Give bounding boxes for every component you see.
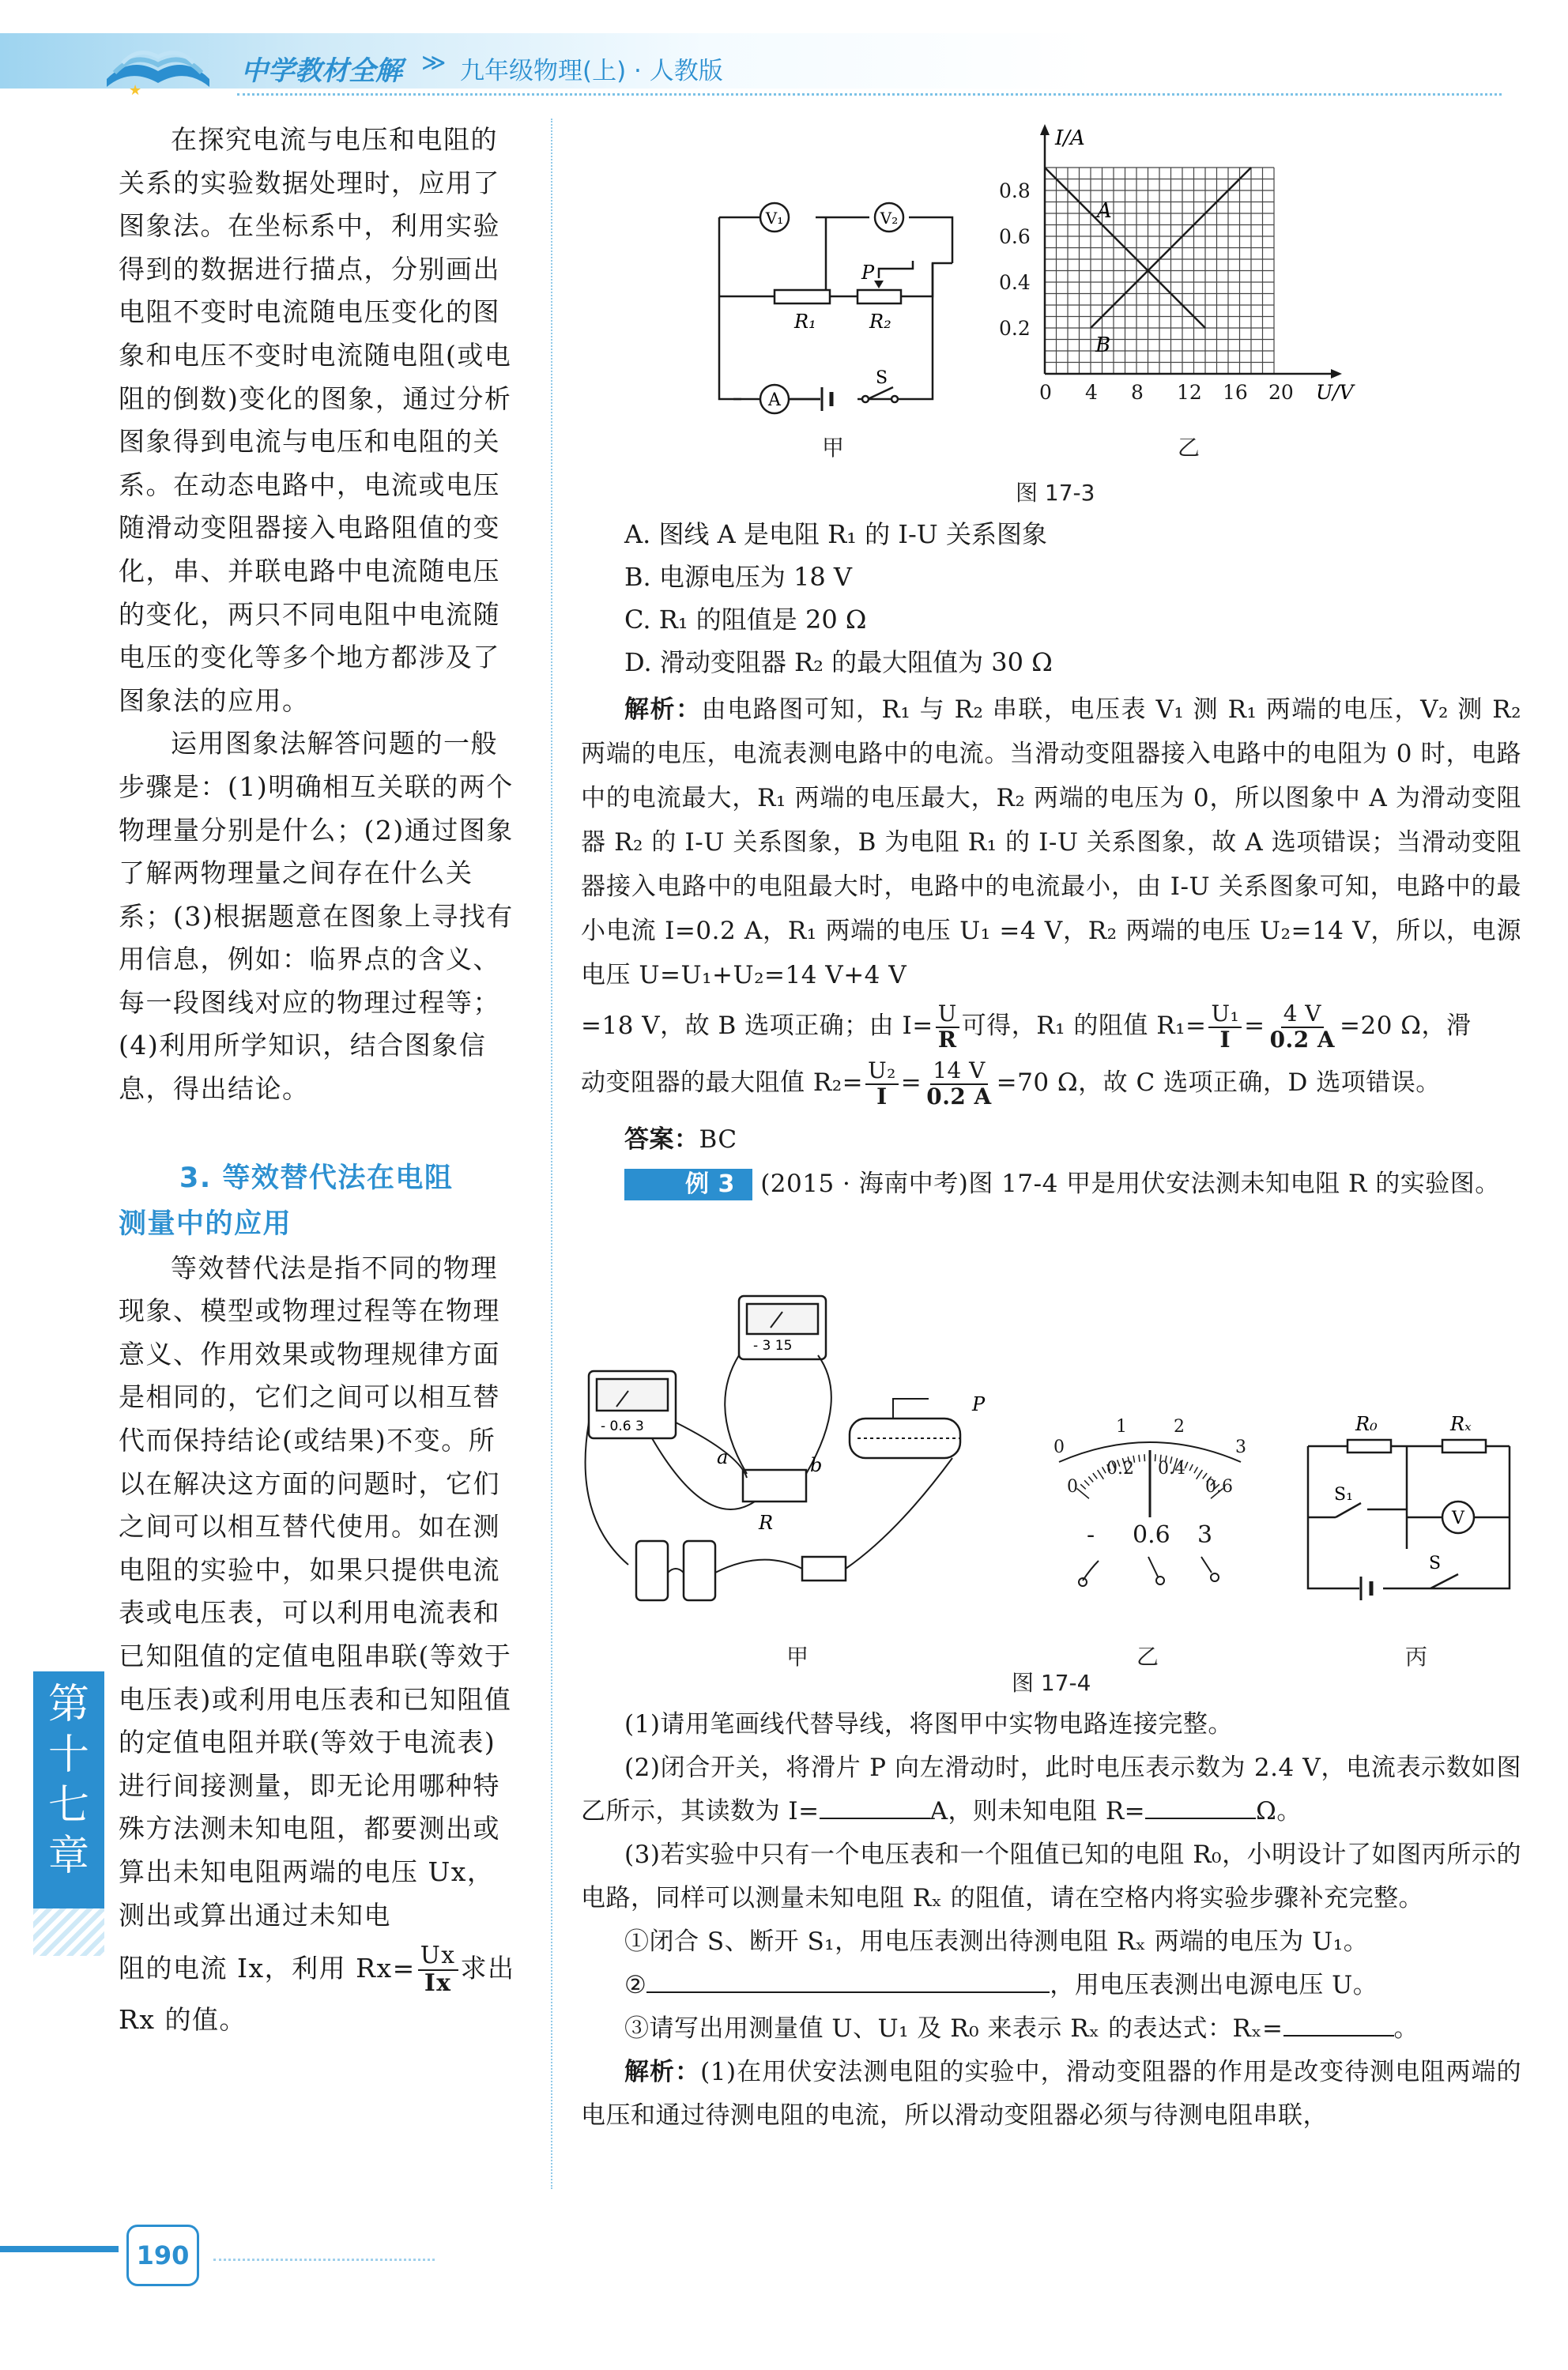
- x-axis-label: U/V: [1316, 381, 1354, 404]
- dial-tick: [1093, 1473, 1097, 1479]
- dial-tick: [1155, 1454, 1156, 1461]
- fig-17-3-circuit: [695, 182, 964, 419]
- dial-tick: [1077, 1489, 1089, 1499]
- method-paragraph-1: 在探究电流与电压和电阻的关系的实验数据处理时，应用了图象法。在坐标系中，利用实验得到的数据进行描点，分别画出电阻不变时电流随电压变化的图象和电压不变时电流随电阻(或电阻的倒数)变化的图象，通过分析图象得到电流与电压和电阻的关系。在动态电路中，电流或电压随滑动变阻器接入电路阻值的变化，串、并联电路中电流随电压的变化，两只不同电阻中电流随电压的变化等多个地方都涉及了图象法的应用。: [119, 124, 512, 716]
- terminal-b-label: b: [810, 1454, 823, 1476]
- blank-expression[interactable]: [1283, 2008, 1394, 2037]
- sol-text-2a: =18 V，故 B 选项正确；由 I=: [581, 1012, 933, 1040]
- solution-1-label: 解析：: [624, 695, 702, 724]
- fig-17-4-cap-c: 丙: [1405, 1644, 1428, 1670]
- section-title-line-2: 测量中的应用: [119, 1208, 292, 1240]
- sol-text-2d: =20 Ω，滑: [1340, 1012, 1472, 1040]
- dial-top-2: 2: [1174, 1417, 1185, 1437]
- frac-den: I: [876, 1083, 888, 1110]
- meter-v2-label: V₂: [880, 209, 899, 228]
- fig-17-4-caption: 图 17-4: [1012, 1670, 1091, 1696]
- frac-u-r: [936, 1002, 959, 1052]
- rx-resistor: [1442, 1440, 1486, 1453]
- terminal-a-label: a: [717, 1446, 729, 1468]
- frac-num: U₂: [865, 1059, 899, 1085]
- example-3-tag: 例 3: [624, 1169, 752, 1200]
- switch-s-label: S: [876, 368, 888, 388]
- y-tick-label: 0.4: [999, 271, 1031, 294]
- dial-tick: [1189, 1464, 1193, 1471]
- voltmeter-v-label: V: [1452, 1509, 1464, 1528]
- option-a: A. 图线 A 是电阻 R₁ 的 I-U 关系图象: [624, 519, 1047, 549]
- s1-label: S₁: [1334, 1485, 1353, 1505]
- example-3-text: (2015 · 海南中考)图 17-4 甲是用伏安法测未知电阻 R 的实验图。: [760, 1170, 1500, 1198]
- frac-den: 0.2 A: [1269, 1026, 1336, 1053]
- dial-tick: [1139, 1455, 1140, 1462]
- r2-label: R₂: [869, 311, 891, 333]
- formula-line: [119, 1937, 518, 2000]
- substitution-paragraph: 等效替代法是指不同的物理现象、模型或物理过程等在物理意义、作用效果或物理规律方面是相同的，它们之间可以相互替代而保持结论(或结果)不变。所以在解决这方面的问题时，它们之间可以相互替代使用。如在测电阻的实验中，如果只提供电流表或电压表，可以利用电流表和已知阻值的定值电阻串联(等效于电压表)或利用电压表和已知阻值的定值电阻并联(等效于电流表)进行间接测量，即无论用哪种特殊方法测未知电阻，都要测出或算出未知电阻两端的电压 Ux，测出或算出通过未知电: [119, 1252, 512, 1931]
- dial-bottom-1: 0.2: [1106, 1459, 1134, 1479]
- solution-1: [581, 688, 1521, 1206]
- frac-den: R: [937, 1026, 957, 1053]
- book-subtitle: 九年级物理(上) · 人教版: [460, 57, 723, 85]
- solution-1-formula-line-2: [581, 1054, 1521, 1111]
- questions-block: [581, 1703, 1521, 2138]
- y-axis-label: I/A: [1055, 126, 1085, 150]
- q2-text-b: A，则未知电阻 R=: [929, 1797, 1146, 1826]
- solution-2-body: (1)在用伏安法测电阻的实验中，滑动变阻器的作用是改变待测电阻两端的电压和通过待测电阻的电流，所以滑动变阻器必须与待测电阻串联，: [581, 2058, 1521, 2130]
- fig-17-4-ammeter-dial: [1039, 1415, 1261, 1604]
- method-paragraph-2: 运用图象法解答问题的一般步骤是：(1)明确相互关联的两个物理量分别是什么；(2)通过图象了解两物理量之间存在什么关系；(3)根据题意在图象上寻找有用信息，例如：临界点的含义、每一段图线对应的物理过程等；(4)利用所学知识，结合图象信息，得出结论。: [119, 728, 514, 1105]
- frac-num: U₁: [1208, 1002, 1242, 1028]
- dial-top-3: 3: [1235, 1437, 1246, 1457]
- frac-num: 4 V: [1281, 1002, 1324, 1028]
- dial-bottom-2: 0.4: [1158, 1459, 1185, 1479]
- answer-value: BC: [699, 1125, 737, 1154]
- line-b-label: B: [1095, 333, 1111, 357]
- y-tick-label: 0.2: [999, 317, 1031, 340]
- meter-a-label: A: [768, 390, 781, 410]
- fig-17-3-cap-right: 乙: [1178, 435, 1200, 461]
- dial-top-0: 0: [1054, 1437, 1065, 1457]
- dial-tick: [1194, 1467, 1198, 1473]
- fig-17-3-caption: 图 17-3: [1016, 480, 1095, 506]
- frac-num: 14 V: [930, 1059, 988, 1085]
- dial-tick: [1098, 1470, 1104, 1479]
- meter-v1-label: V₁: [765, 209, 784, 228]
- dial-top-1: 1: [1116, 1417, 1127, 1437]
- resistor-r-label: R: [759, 1512, 774, 1534]
- footer-bar: [0, 2246, 119, 2252]
- sol-text-3c: =70 Ω，故 C 选项正确，D 选项错误。: [996, 1068, 1441, 1097]
- formula-text-b: 求出: [460, 1953, 515, 1984]
- book-logo-icon: [99, 24, 217, 99]
- dial-tick: [1084, 1480, 1089, 1486]
- s-label: S: [1429, 1554, 1442, 1573]
- formula-last-line: Rx 的值。: [119, 2004, 247, 2036]
- question-1: (1)请用笔画线代替导线，将图甲中实物电路连接完整。: [624, 1710, 1233, 1739]
- terminal-minus: -: [1087, 1521, 1095, 1549]
- frac-4v: [1268, 1002, 1337, 1052]
- column-divider: [551, 119, 552, 2189]
- frac-u1-i: [1208, 1002, 1242, 1052]
- frac-den: 0.2 A: [926, 1083, 992, 1110]
- sol-text-3b: =: [900, 1068, 922, 1097]
- terminal-3: 3: [1197, 1521, 1213, 1549]
- battery-2: [684, 1541, 715, 1600]
- formula-text-a: 阻的电流 Ix，利用 Rx=: [119, 1953, 416, 1984]
- dial-tick: [1102, 1467, 1106, 1473]
- r0-label: R₀: [1355, 1413, 1378, 1435]
- sol-text-3a: 动变阻器的最大阻值 R₂=: [581, 1068, 864, 1097]
- step-3-end: 。: [1393, 2014, 1419, 2043]
- rheostat-p-label: P: [972, 1393, 986, 1415]
- dial-tick: [1197, 1470, 1203, 1479]
- section-heading: [119, 1155, 518, 1247]
- step-3-text: ③请写出用测量值 U、U₁ 及 R₀ 来表示 Rₓ 的表达式：Rₓ=: [624, 2014, 1283, 2043]
- solution-1-body: 由电路图可知，R₁ 与 R₂ 串联，电压表 V₁ 测 R₁ 两端的电压，V₂ 测 R₂ 两端的电压，电流表测电路中的电流。当滑动变阻器接入电路中的电阻为 0 时，电路中的电流最大，R₁ 两端的电压最大，R₂ 两端的电压为 0，所以图象中 A 为滑动变阻器 R₂ 的 I-U 关系图象，B 为电阻 R₁ 的 I-U 关系图象，故 A 选项错误；当滑动变阻器接入电路中的电阻最大时，电路中的电流最小，由 I-U 关系图象可知，电路中的最小电流 I=0.2 A，R₁ 两端的电压 U₁ =4 V，R₂ 两端的电压 U₂=14 V，所以，电源电压 U=U₁+U₂=14 V+4 V: [581, 695, 1522, 989]
- dial-bottom-3: 0.6: [1205, 1477, 1233, 1497]
- header-dotted-rule: [237, 93, 1502, 96]
- section-title-line-1: 等效替代法在电阻: [222, 1162, 454, 1194]
- x-tick-label: 16: [1223, 381, 1248, 404]
- step-2: [581, 1964, 1521, 2007]
- question-2: [581, 1746, 1521, 1833]
- x-tick-label: 8: [1131, 381, 1144, 404]
- dial-tick: [1088, 1477, 1093, 1483]
- sol-text-2b: 可得，R₁ 的阻值 R₁=: [961, 1012, 1207, 1040]
- fig-17-4-cap-b: 乙: [1136, 1644, 1159, 1670]
- blank-resistance[interactable]: [1145, 1791, 1256, 1819]
- ammeter-scale: - 0.6 3: [601, 1419, 644, 1434]
- question-3: (3)若实验中只有一个电压表和一个阻值已知的电阻 R₀，小明设计了如图丙所示的电路，同样可以测量未知电阻 Rₓ 的阻值，请在空格内将实验步骤补充完整。: [581, 1841, 1521, 1912]
- y-tick-label: 0.8: [999, 179, 1031, 202]
- r0-resistor: [1348, 1440, 1391, 1453]
- answer-line: [581, 1117, 1521, 1162]
- frac-denominator: Ix: [424, 1969, 452, 1998]
- dial-tick: [1144, 1454, 1145, 1461]
- fig-17-4-apparatus: [581, 1280, 1023, 1620]
- option-c: C. R₁ 的阻值是 20 Ω: [624, 605, 867, 635]
- q2-text-a: (2)闭合开关，将滑片 P 向左滑动时，此时电压表示数为 2.4 V，电流表示数如图乙所示，其读数为 I=: [581, 1754, 1521, 1826]
- slider-p-label: P: [861, 262, 875, 284]
- x-tick-label: 20: [1268, 381, 1294, 404]
- left-column: [119, 119, 518, 2040]
- solution-2-label: 解析：: [624, 2058, 701, 2086]
- svg-text:★: ★: [129, 82, 142, 99]
- blank-step-2[interactable]: [646, 1965, 1050, 1993]
- resistor-board: [743, 1470, 806, 1502]
- section-number: 3.: [179, 1162, 212, 1194]
- frac-den: I: [1219, 1026, 1231, 1053]
- dial-bottom-0: 0: [1067, 1477, 1078, 1497]
- example-3-line: [581, 1162, 1521, 1206]
- fig-17-3-cap-left: 甲: [822, 435, 845, 461]
- answer-label: 答案：: [624, 1125, 699, 1154]
- step-1: ①闭合 S、断开 S₁，用电压表测出待测电阻 Rₓ 两端的电压为 U₁。: [624, 1927, 1369, 1956]
- chapter-tab-label: 第十七章: [47, 1681, 89, 1880]
- fraction-ux-ix: [418, 1943, 458, 1996]
- solution-1-text: [581, 688, 1521, 997]
- frac-u2-i: [865, 1059, 899, 1109]
- x-tick-label: 12: [1177, 381, 1202, 404]
- solution-1-formula-line-1: [581, 997, 1521, 1054]
- x-tick-label: 4: [1085, 381, 1098, 404]
- option-b: B. 电源电压为 18 V: [624, 562, 853, 592]
- step-2-text: ，用电压表测出电源电压 U。: [1050, 1971, 1378, 1999]
- q2-text-c: Ω。: [1256, 1797, 1302, 1826]
- switch-box: [802, 1557, 846, 1581]
- footer-dotted-rule: [213, 2259, 435, 2261]
- frac-num: U: [936, 1002, 959, 1028]
- sol-text-2c: =: [1244, 1012, 1265, 1040]
- page-header: [0, 0, 1568, 119]
- fig-17-4-circuit: [1296, 1407, 1533, 1612]
- dial-tick: [1080, 1484, 1086, 1489]
- fig-17-3-graph: [988, 122, 1354, 415]
- frac-14v: [924, 1059, 993, 1109]
- line-a-label: A: [1097, 199, 1112, 223]
- r1-label: R₁: [794, 311, 816, 333]
- header-band: [0, 33, 1568, 89]
- fig-17-4-cap-a: 甲: [786, 1644, 809, 1670]
- y-tick-label: 0.6: [999, 225, 1031, 248]
- x-tick-label: 0: [1039, 381, 1052, 404]
- voltmeter-scale: - 3 15: [753, 1338, 793, 1354]
- header-separator: ≫: [421, 49, 447, 77]
- step-2-num: ②: [624, 1971, 647, 1999]
- chapter-tab-stripe: [33, 1908, 104, 1956]
- step-3: [581, 2007, 1521, 2051]
- page-number: 190: [126, 2225, 199, 2286]
- book-title: 中学教材全解: [241, 55, 402, 87]
- option-d: D. 滑动变阻器 R₂ 的最大阻值为 30 Ω: [624, 647, 1053, 677]
- frac-numerator: Ux: [418, 1943, 458, 1971]
- battery-1: [636, 1541, 668, 1600]
- blank-current[interactable]: [820, 1791, 930, 1819]
- rx-label: Rₓ: [1450, 1413, 1472, 1435]
- solution-2: [581, 2051, 1521, 2138]
- terminal-0-6: 0.6: [1133, 1521, 1170, 1549]
